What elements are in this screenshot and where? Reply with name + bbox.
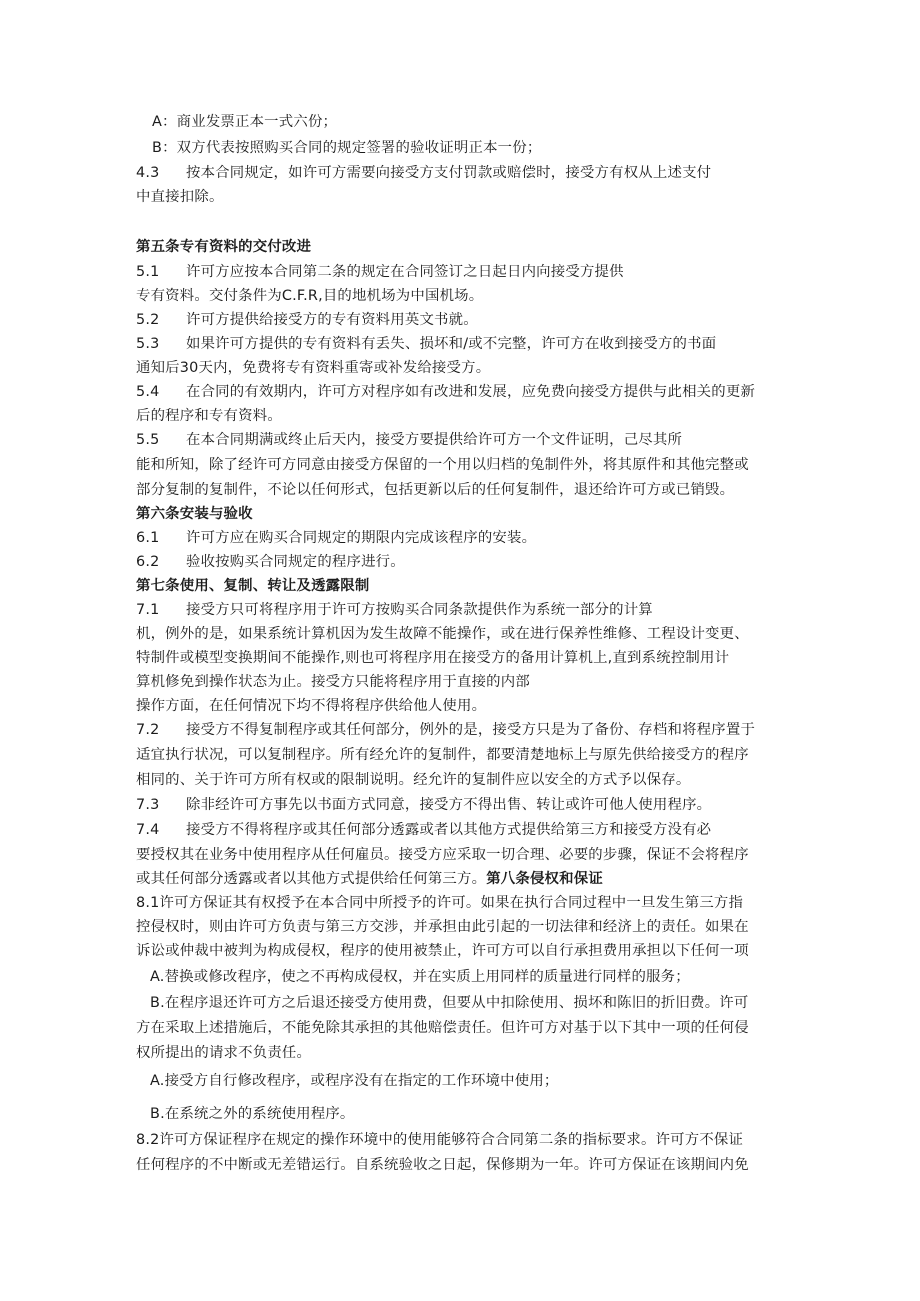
doc-line: 控侵权时，则由许可方负责与第三方交涉，并承担由此引起的一切法律和经济上的责任。如果在 [136, 919, 749, 935]
doc-line: 7.1 接受方只可将程序用于许可方按购买合同条款提供作为系统一部分的计算 [136, 602, 653, 618]
doc-line: 方在采取上述措施后，不能免除其承担的其他赔偿责任。但许可方对基于以下其中一项的任何侵 [136, 1020, 749, 1036]
doc-line: 中直接扣除。 [136, 189, 224, 205]
doc-line: 7.2 接受方不得复制程序或其任何部分，例外的是，接受方只是为了备份、存档和将程序置于 [136, 722, 756, 738]
doc-line: 5.2 许可方提供给接受方的专有资料用英文书就。 [136, 312, 478, 328]
doc-line: 通知后30天内，免费将专有资料重寄或补发给接受方。 [136, 360, 491, 376]
doc-line: 8.2许可方保证程序在规定的操作环境中的使用能够符合合同第二条的指标要求。许可方不保证 [136, 1132, 744, 1148]
section-heading: 第五条专有资料的交付改进 [136, 239, 312, 255]
clause-number: 4.3 [136, 165, 160, 181]
doc-line: 要授权其在业务中使用程序从任何雇员。接受方应采取一切合理、必要的步骤，保证不会将程序 [136, 847, 749, 863]
doc-line: B：双方代表按照购买合同的规定签署的验收证明正本一份； [152, 140, 542, 156]
doc-line: 专有资料。交付条件为C.F.R,目的地机场为中国机场。 [136, 288, 484, 304]
doc-line: 相同的、关于许可方所有权或的限制说明。经允许的复制件应以安全的方式予以保存。 [136, 772, 691, 788]
doc-line: 任何程序的不中断或无差错运行。自系统验收之日起，保修期为一年。许可方保证在该期间内免 [136, 1157, 749, 1173]
clause-number: 7.3 [136, 797, 160, 813]
doc-line: 7.3 除非经许可方事先以书面方式同意，接受方不得出售、转让或许可他人使用程序。 [136, 797, 712, 813]
doc-line: A：商业发票正本一式六份； [152, 114, 338, 130]
clause-number: 5.3 [136, 336, 160, 352]
doc-line: B.在程序退还许可方之后退还接受方使用费，但要从中扣除使用、损坏和陈旧的折旧费。许可 [150, 995, 749, 1011]
doc-line: 能和所知，除了经许可方同意由接受方保留的一个用以归档的兔制件外，将其原件和其他完整或 [136, 457, 749, 473]
doc-line: 特制件或模型变换期间不能操作,则也可将程序用在接受方的备用计算机上,直到系统控制用计 [136, 650, 730, 666]
clause-number: 5.4 [136, 384, 160, 400]
clause-number: 5.5 [136, 432, 160, 448]
doc-line: 4.3 按本合同规定，如许可方需要向接受方支付罚款或赔偿时，接受方有权从上述支付 [136, 165, 712, 181]
clause-number: 6.2 [136, 554, 160, 570]
doc-line: 适宜执行状况，可以复制程序。所有经允许的复制件，都要清楚地标上与原先供给接受方的程序 [136, 747, 749, 763]
doc-line: 权所提出的请求不负责任。 [136, 1045, 312, 1061]
doc-line: A.接受方自行修改程序，或程序没有在指定的工作环境中使用； [150, 1073, 559, 1089]
doc-line: 8.1许可方保证其有权授予在本合同中所授予的许可。如果在执行合同过程中一旦发生第三方指 [136, 895, 744, 911]
doc-line: A.替换或修改程序，使之不再构成侵权，并在实质上用同样的质量进行同样的服务； [150, 969, 690, 985]
doc-line: 5.4 在合同的有效期内，许可方对程序如有改进和发展，应免费向接受方提供与此相关的更新 [136, 384, 756, 400]
doc-line: B.在系统之外的系统使用程序。 [150, 1106, 355, 1122]
doc-line: 机，例外的是，如果系统计算机因为发生故障不能操作，或在进行保养性维修、工程设计变更、 [136, 626, 749, 642]
clause-number: 7.4 [136, 822, 160, 838]
clause-number: 7.1 [136, 602, 160, 618]
section-heading: 第七条使用、复制、转让及透露限制 [136, 578, 370, 594]
clause-number: 5.1 [136, 264, 160, 280]
doc-line: 5.5 在本合同期满或终止后天内，接受方要提供给许可方一个文件证明，己尽其所 [136, 432, 683, 448]
clause-number: 5.2 [136, 312, 160, 328]
clause-number: 6.1 [136, 530, 160, 546]
doc-line: 诉讼或仲裁中被判为构成侵权，程序的使用被禁止，许可方可以自行承担费用承担以下任何一项 [136, 943, 749, 959]
doc-line: 部分复制的复制件，不论以任何形式，包括更新以后的任何复制件，退还给许可方或已销毁。 [136, 482, 735, 498]
doc-line: 或其任何部分透露或者以其他方式提供给任何第三方。第八条侵权和保证 [136, 871, 603, 887]
doc-line: 操作方面，在任何情况下均不得将程序供给他人使用。 [136, 698, 487, 714]
section-heading: 第六条安装与验收 [136, 506, 253, 522]
section-heading-inline: 第八条侵权和保证 [486, 871, 603, 887]
doc-line: 7.4 接受方不得将程序或其任何部分透露或者以其他方式提供给第三方和接受方没有必 [136, 822, 712, 838]
doc-line: 5.3 如果许可方提供的专有资料有丢失、损坏和/或不完整，许可方在收到接受方的书面 [136, 336, 717, 352]
doc-line: 5.1 许可方应按本合同第二条的规定在合同签订之日起日内向接受方提供 [136, 264, 624, 280]
doc-line: 后的程序和专有资料。 [136, 408, 282, 424]
doc-line: 6.1 许可方应在购买合同规定的期限内完成该程序的安装。 [136, 530, 537, 546]
doc-line: 6.2 验收按购买合同规定的程序进行。 [136, 554, 405, 570]
doc-line: 算机修免到操作状态为止。接受方只能将程序用于直接的内部 [136, 674, 530, 690]
clause-number: 7.2 [136, 722, 160, 738]
